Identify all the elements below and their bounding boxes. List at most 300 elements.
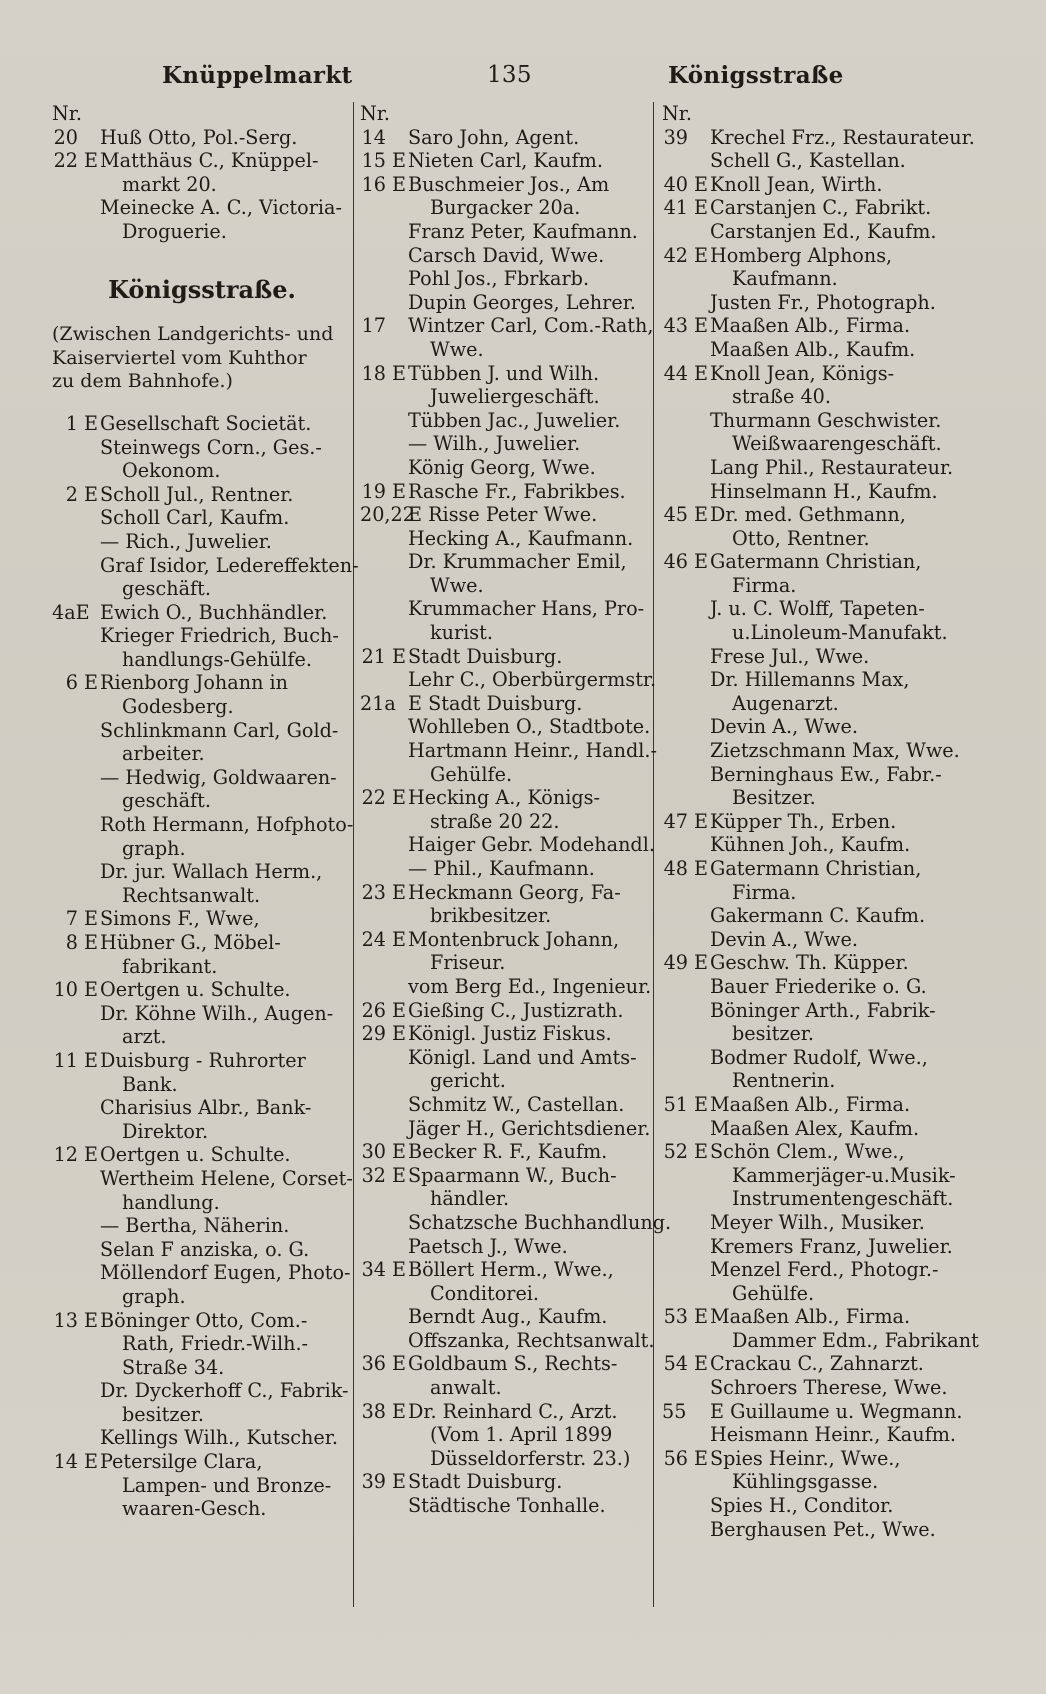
owner-marker: E [694, 1092, 709, 1116]
resident-line: Dupin Georges, Lehrer. [408, 290, 636, 314]
resident-name: Krechel Frz., Restaurateur. [710, 125, 975, 149]
resident-name: E Guillaume u. Wegmann. [710, 1399, 963, 1423]
resident-name: Gatermann Christian, [710, 857, 922, 880]
resident-name: Duisburg - Ruhrorter [100, 1048, 306, 1072]
continuation-line: händler. [430, 1187, 510, 1211]
street-heading: Königsstraße. [108, 274, 296, 304]
house-entry [360, 999, 650, 1023]
continuation-line: (Vom 1. April 1899 [430, 1423, 613, 1447]
continuation-line: graph. [122, 836, 186, 860]
house-entry [360, 692, 650, 716]
owner-marker: E [392, 880, 407, 904]
house-number: 16 [361, 172, 386, 196]
resident-line: Krieger Friedrich, Buch- [100, 624, 339, 648]
house-number: 30 [361, 1140, 386, 1164]
resident-name: Nieten Carl, Kaufm. [408, 149, 603, 173]
resident-line: Thurmann Geschwister. [710, 408, 942, 432]
owner-marker: E [694, 550, 709, 574]
continuation-line: besitzer. [122, 1402, 204, 1426]
resident-line: Carsch David, Wwe. [408, 243, 605, 267]
resident-name: Maaßen Alb., Firma. [710, 1305, 911, 1329]
owner-marker: E [694, 857, 709, 880]
resident-name: Böllert Herm., Wwe., [408, 1258, 614, 1282]
owner-marker: E [84, 978, 99, 1002]
continuation-line: graph. [122, 1284, 186, 1308]
house-number: 54 [663, 1352, 688, 1376]
owner-marker: E [392, 1258, 407, 1282]
house-entry [52, 1450, 352, 1474]
owner-marker: E [84, 671, 99, 695]
continuation-line: Conditorei. [430, 1281, 540, 1305]
continuation-line: handlungs-Gehülfe. [122, 647, 312, 671]
house-entry [662, 362, 952, 386]
nr-label: Nr. [52, 102, 82, 125]
owner-marker: E [84, 149, 99, 173]
resident-name: Wintzer Carl, Com.-Rath, [408, 314, 654, 338]
header-right-street: Königsstraße [668, 62, 844, 89]
owner-marker: E [392, 1140, 407, 1164]
resident-name: Huß Otto, Pol.-Serg. [100, 125, 298, 149]
house-number: 6 [65, 671, 78, 695]
continuation-line: Direktor. [122, 1119, 209, 1143]
resident-name: Hübner G., Möbel- [100, 931, 281, 954]
resident-name: Maaßen Alb., Firma. [710, 314, 911, 338]
house-number: 11 [53, 1048, 78, 1072]
owner-marker: E [392, 361, 407, 385]
resident-name: Dr. Reinhard C., Arzt. [408, 1399, 618, 1423]
column-3 [662, 102, 979, 1541]
house-number: 49 [663, 951, 688, 975]
house-entry [360, 1400, 650, 1424]
house-entry [360, 1164, 650, 1188]
owner-marker: E [694, 1446, 709, 1470]
house-number: 38 [361, 1399, 386, 1423]
owner-marker: E [392, 479, 407, 503]
house-entry [662, 314, 952, 338]
resident-line: Möllendorf Eugen, Photo- [100, 1261, 351, 1285]
house-entry [662, 951, 952, 975]
note-line: (Zwischen Landgerichts- und [52, 323, 334, 346]
resident-line: Maaßen Alex, Kaufm. [710, 1116, 920, 1140]
continuation-line: Rath, Friedr.-Wilh.- [122, 1332, 309, 1356]
resident-line: Roth Hermann, Hofphoto- [100, 813, 354, 837]
resident-line: Dr. Krummacher Emil, [408, 550, 627, 574]
continuation-line: Friseur. [430, 951, 506, 975]
house-number: 40 [663, 172, 688, 196]
house-entry [52, 412, 352, 436]
house-number: 7 [65, 907, 78, 931]
continuation-line: besitzer. [732, 1022, 814, 1046]
continuation-line: brikbesitzer. [430, 904, 552, 928]
house-entry [662, 244, 952, 268]
house-entry [360, 1258, 650, 1282]
resident-line: Spies H., Conditor. [710, 1494, 894, 1518]
nr-label: Nr. [360, 102, 390, 125]
column-1-entries [52, 411, 359, 1521]
column-2-entries [360, 125, 672, 1518]
resident-line: Wertheim Helene, Corset- [100, 1166, 353, 1190]
resident-name: Ewich O., Buchhändler. [100, 600, 328, 624]
house-number: 22 [53, 149, 78, 173]
continuation-line: markt 20. [122, 172, 217, 196]
owner-marker: E [392, 1399, 407, 1423]
continuation-line: Juweliergeschäft. [430, 385, 600, 409]
resident-line: — Phil., Kaufmann. [408, 857, 595, 880]
resident-line: Dr. Köhne Wilh., Augen- [100, 1001, 334, 1025]
continuation-line: kurist. [430, 621, 493, 645]
owner-marker: E [84, 1450, 99, 1474]
house-entry [52, 931, 352, 955]
house-number: 15 [361, 149, 386, 173]
column-divider [353, 102, 354, 1607]
header-left-street: Knüppelmarkt [162, 62, 353, 89]
house-number: 21 [361, 644, 386, 668]
house-entry [52, 601, 352, 625]
resident-name: Oertgen u. Schulte. [100, 978, 291, 1002]
house-entry [662, 1093, 952, 1117]
owner-marker: E [84, 1143, 99, 1167]
house-number: 20,22 [360, 503, 415, 527]
house-number: 47 [663, 809, 688, 833]
house-number: 10 [53, 978, 78, 1002]
resident-line: Menzel Ferd., Photogr.- [710, 1258, 939, 1282]
house-entry [52, 149, 352, 173]
resident-line: Franz Peter, Kaufmann. [408, 219, 638, 243]
resident-name: Spaarmann W., Buch- [408, 1163, 617, 1187]
owner-marker: E [392, 149, 407, 173]
resident-line: Scholl Carl, Kaufm. [100, 506, 290, 530]
continuation-line: Instrumentengeschäft. [732, 1187, 954, 1211]
owner-marker: E [84, 482, 99, 506]
resident-name: Carstanjen C., Fabrikt. [710, 196, 932, 220]
house-number: 13 [53, 1308, 78, 1332]
house-entry [360, 362, 650, 386]
house-number: 45 [663, 503, 688, 527]
house-number: 18 [361, 361, 386, 385]
house-number: 52 [663, 1140, 688, 1164]
resident-name: Scholl Jul., Rentner. [100, 482, 294, 506]
house-number: 14 [53, 1450, 78, 1474]
resident-name: Maaßen Alb., Firma. [710, 1092, 911, 1116]
continuation-line: Firma. [732, 573, 797, 597]
house-entry [52, 483, 352, 507]
resident-line: Schell G., Kastellan. [710, 149, 906, 173]
continuation-line: gericht. [430, 1069, 506, 1093]
house-entry [52, 1309, 352, 1333]
resident-line: Wohlleben O., Stadtbote. [408, 715, 651, 739]
resident-line: Schatzsche Buchhandlung. [408, 1210, 672, 1234]
owner-marker: E [392, 927, 407, 951]
continuation-line: Otto, Rentner. [732, 526, 870, 550]
continuation-line: anwalt. [430, 1376, 502, 1400]
resident-line: Kremers Franz, Juwelier. [710, 1234, 953, 1258]
house-number: 42 [663, 243, 688, 267]
resident-name: Rienborg Johann in [100, 671, 289, 695]
house-entry [662, 1399, 963, 1424]
house-number: 12 [53, 1143, 78, 1167]
continuation-line: Oekonom. [122, 459, 221, 483]
nr-label: Nr. [662, 102, 692, 125]
owner-marker: E [694, 503, 709, 527]
continuation-line: Gehülfe. [732, 1281, 815, 1305]
resident-line: König Georg, Wwe. [408, 455, 596, 479]
owner-marker: E [392, 1163, 407, 1187]
owner-marker: E [392, 1470, 407, 1494]
owner-marker: E [84, 1308, 99, 1332]
resident-line: Zietzschmann Max, Wwe. [710, 739, 960, 763]
resident-name: Gießing C., Justizrath. [408, 998, 624, 1022]
continuation-line: straße 20 22. [430, 809, 560, 833]
continuation-line: Kammerjäger-u.Musik- [732, 1163, 956, 1187]
house-number: 14 [361, 125, 386, 149]
resident-line: Paetsch J., Wwe. [408, 1234, 568, 1258]
owner-marker: E [694, 172, 709, 196]
resident-name: Matthäus C., Knüppel- [100, 149, 319, 173]
house-number: 24 [361, 927, 386, 951]
continuation-line: Weißwaarengeschäft. [732, 432, 942, 456]
house-number: 41 [663, 196, 688, 220]
owner-marker: E [392, 998, 407, 1022]
resident-line: Lang Phil., Restaurateur. [710, 455, 954, 479]
house-entry [360, 173, 650, 197]
resident-line: — Bertha, Näherin. [100, 1214, 290, 1238]
resident-name: Königl. Justiz Fiskus. [408, 1022, 612, 1046]
house-number: 34 [361, 1258, 386, 1282]
resident-line: Steinwegs Corn., Ges.- [100, 435, 322, 459]
house-number: 17 [361, 314, 386, 338]
house-entry [360, 126, 650, 150]
house-number: 51 [663, 1092, 688, 1116]
resident-line: — Rich., Juwelier. [100, 529, 272, 553]
owner-marker: E [392, 172, 407, 196]
continuation-line: Bank. [122, 1072, 178, 1096]
house-entry [52, 907, 352, 931]
house-entry [662, 810, 952, 834]
resident-line: Schmitz W., Castellan. [408, 1092, 625, 1116]
resident-line: Lehr C., Oberbürgermstr. [408, 668, 657, 692]
continuation-line: Dammer Edm., Fabrikant [732, 1328, 979, 1352]
resident-line: Gakermann C. Kaufm. [710, 904, 926, 928]
owner-marker: E [84, 907, 99, 931]
column-1-pre-entries [52, 126, 352, 244]
resident-name: Knoll Jean, Königs- [710, 361, 895, 385]
continuation-line: Rechtsanwalt. [122, 883, 261, 907]
resident-name: Crackau C., Zahnarzt. [710, 1352, 924, 1376]
house-number: 53 [663, 1305, 688, 1329]
owner-marker: E [694, 361, 709, 385]
resident-line: Selan F anziska, o. G. [100, 1237, 310, 1261]
resident-line: Maaßen Alb., Kaufm. [710, 337, 916, 361]
resident-line: — Hedwig, Goldwaaren- [100, 765, 337, 789]
owner-marker: E [392, 1352, 407, 1376]
continuation-line: Lampen- und Bronze- [122, 1473, 332, 1497]
owner-marker: E [694, 951, 709, 975]
resident-line: Berndt Aug., Kaufm. [408, 1305, 608, 1329]
resident-name: Knoll Jean, Wirth. [710, 172, 883, 196]
continuation-line: handlung. [122, 1190, 220, 1214]
resident-line: Offszanka, Rechtsanwalt. [408, 1328, 655, 1352]
resident-name: Becker R. F., Kaufm. [408, 1140, 608, 1164]
resident-name: Küpper Th., Erben. [710, 809, 897, 833]
continuation-line: Straße 34. [122, 1355, 225, 1379]
resident-line: Kellings Wilh., Kutscher. [100, 1426, 338, 1450]
note-line: zu dem Bahnhofe.) [52, 370, 233, 393]
resident-line: Meinecke A. C., Victoria- [100, 196, 342, 220]
resident-line: Bodmer Rudolf, Wwe., [710, 1045, 928, 1069]
house-entry [662, 173, 952, 197]
house-entry [360, 1470, 650, 1494]
house-entry [52, 1049, 352, 1073]
house-entry [360, 645, 650, 669]
continuation-line: geschäft. [122, 577, 211, 601]
resident-line: Tübben Jac., Juwelier. [408, 408, 621, 432]
page-number: 135 [487, 62, 532, 88]
continuation-line: Augenarzt. [732, 691, 839, 715]
resident-name: Böninger Otto, Com.- [100, 1308, 308, 1332]
house-number: 44 [663, 361, 688, 385]
resident-name: E Risse Peter Wwe. [408, 503, 598, 527]
resident-name: Goldbaum S., Rechts- [408, 1352, 618, 1376]
resident-line: Justen Fr., Photograph. [710, 290, 936, 314]
resident-line: Königl. Land und Amts- [408, 1045, 637, 1069]
resident-name: Buschmeier Jos., Am [408, 172, 610, 196]
resident-name: Hecking A., Königs- [408, 786, 600, 810]
house-number: 22 [361, 786, 386, 810]
continuation-line: Droguerie. [122, 219, 227, 243]
resident-name: Heckmann Georg, Fa- [408, 880, 621, 904]
resident-line: Böninger Arth., Fabrik- [710, 998, 936, 1022]
owner-marker: E [694, 809, 709, 833]
house-entry [360, 503, 650, 527]
page-header [52, 62, 1006, 102]
resident-line: Haiger Gebr. Modehandl. [408, 833, 655, 857]
resident-line: Meyer Wilh., Musiker. [710, 1210, 925, 1234]
resident-name: Dr. med. Gethmann, [710, 503, 906, 527]
house-entry [360, 1022, 650, 1046]
resident-name: Geschw. Th. Küpper. [710, 951, 909, 975]
resident-line: Schlinkmann Carl, Gold- [100, 718, 339, 742]
house-number: 39 [663, 125, 688, 149]
continuation-line: Wwe. [430, 337, 484, 361]
resident-name: Gatermann Christian, [710, 550, 922, 574]
house-entry [662, 1305, 952, 1329]
continuation-line: Kühlingsgasse. [732, 1470, 879, 1494]
note-line: Kaiserviertel vom Kuhthor [52, 346, 307, 369]
resident-name: Tübben J. und Wilh. [408, 361, 600, 385]
house-entry [52, 978, 352, 1002]
column-3-entries [662, 125, 979, 1542]
resident-name: Petersilge Clara, [100, 1450, 263, 1474]
continuation-line: Besitzer. [732, 786, 816, 810]
resident-line: vom Berg Ed., Ingenieur. [408, 974, 652, 998]
house-entry [360, 314, 654, 338]
continuation-line: Düsseldorferstr. 23.) [430, 1446, 631, 1470]
house-number: 21a [360, 691, 396, 715]
house-entry [360, 786, 650, 810]
house-number: 19 [361, 479, 386, 503]
house-number: 32 [361, 1163, 386, 1187]
house-entry [360, 928, 650, 952]
continuation-line: straße 40. [732, 385, 831, 409]
resident-line: Bauer Friederike o. G. [710, 974, 927, 998]
continuation-line: Godesberg. [122, 695, 234, 719]
continuation-line: u.Linoleum-Manufakt. [732, 621, 948, 645]
house-number: 48 [663, 857, 688, 880]
house-number: 55 [662, 1399, 687, 1423]
house-entry [360, 149, 650, 173]
house-number: 4aE [52, 600, 90, 624]
resident-line: Hecking A., Kaufmann. [408, 526, 634, 550]
resident-line: Hartmann Heinr., Handl.- [408, 739, 657, 763]
owner-marker: E [694, 1305, 709, 1329]
resident-name: Rasche Fr., Fabrikbes. [408, 479, 626, 503]
house-number: 8 [65, 931, 78, 954]
resident-line: Devin A., Wwe. [710, 715, 858, 739]
house-number: 46 [663, 550, 688, 574]
owner-marker: E [392, 644, 407, 668]
resident-line: Heismann Heinr., Kaufm. [710, 1423, 956, 1447]
resident-name: Stadt Duisburg. [408, 644, 563, 668]
house-number: 39 [361, 1470, 386, 1494]
resident-name: Oertgen u. Schulte. [100, 1143, 291, 1167]
continuation-line: Kaufmann. [732, 267, 838, 291]
continuation-line: Firma. [732, 880, 797, 904]
resident-line: Dr. jur. Wallach Herm., [100, 860, 323, 884]
house-entry [360, 1140, 650, 1164]
street-description [52, 323, 352, 394]
house-entry [52, 126, 352, 150]
house-entry [360, 1352, 650, 1376]
house-entry [662, 125, 975, 150]
continuation-line: Rentnerin. [732, 1069, 836, 1093]
resident-name: Montenbruck Johann, [408, 927, 620, 951]
continuation-line: fabrikant. [122, 954, 218, 978]
resident-line: Berghausen Pet., Wwe. [710, 1517, 936, 1541]
house-entry [360, 881, 650, 905]
house-number: 20 [53, 125, 78, 149]
columns [52, 102, 1006, 1682]
house-number: 23 [361, 880, 386, 904]
resident-line: Charisius Albr., Bank- [100, 1096, 312, 1120]
resident-name: Simons F., Wwe, [100, 907, 260, 931]
column-1 [52, 102, 359, 1521]
house-entry [662, 1352, 952, 1376]
house-entry [360, 480, 650, 504]
owner-marker: E [392, 1022, 407, 1046]
owner-marker: E [694, 1140, 709, 1164]
continuation-line: Wwe. [430, 573, 484, 597]
resident-name: Gesellschaft Societät. [100, 411, 312, 435]
continuation-line: Burgacker 20a. [430, 196, 581, 220]
house-entry [52, 671, 352, 695]
continuation-line: arzt. [122, 1025, 167, 1049]
house-entry [662, 550, 952, 574]
resident-line: Jäger H., Gerichtsdiener. [408, 1116, 651, 1140]
owner-marker: E [84, 1048, 99, 1072]
resident-line: Städtische Tonhalle. [408, 1494, 606, 1518]
continuation-line: arbeiter. [122, 742, 205, 766]
resident-line: — Wilh., Juwelier. [408, 432, 581, 456]
resident-line: Kühnen Joh., Kaufm. [710, 833, 911, 857]
resident-line: Schroers Therese, Wwe. [710, 1376, 948, 1400]
continuation-line: geschäft. [122, 789, 211, 813]
resident-name: E Stadt Duisburg. [408, 691, 583, 715]
owner-marker: E [392, 786, 407, 810]
owner-marker: E [694, 314, 709, 338]
column-2 [360, 102, 672, 1518]
house-number: 1 [65, 411, 78, 435]
resident-line: J. u. C. Wolff, Tapeten- [710, 597, 925, 621]
